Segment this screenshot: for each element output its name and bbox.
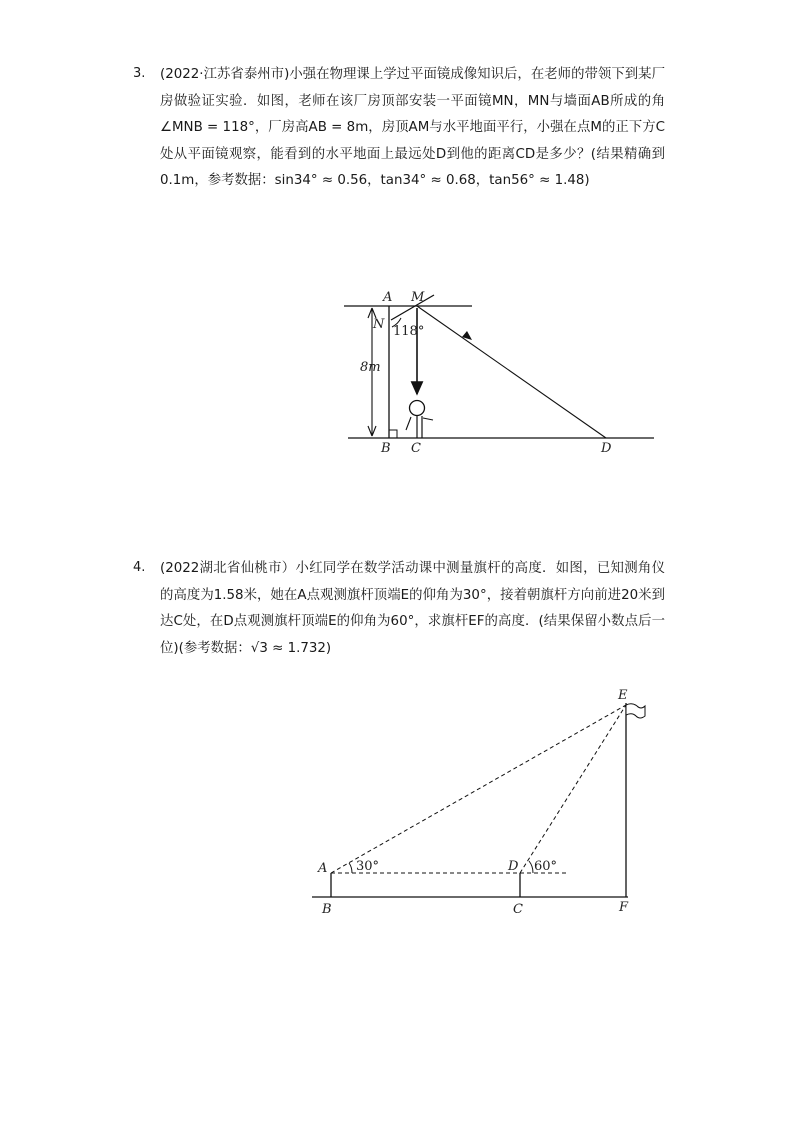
sight-de (520, 705, 626, 873)
problem-3-source: (2022·江苏省泰州市) (160, 67, 290, 82)
label-n: N (373, 317, 385, 332)
label-b: B (381, 441, 391, 456)
problem-4-text (160, 556, 665, 662)
problem-3-number: 3. (133, 66, 146, 81)
problem-3-body: 小强在物理课上学过平面镜成像知识后，在老师的带领下到某厂房做验证实验．如图，老师在该厂房顶部安装一平面镜MN，MN与墙面AB所成的角∠MNB = 118°，厂房高AB = 8m，房顶AM与水平地面平行，小强在点M的正下方C处从平面镜观察，能看到的水平地面上最远处D到他的距离CD是多少？(结果精确到0.1m，参考数据：sin34° ≈ 0.56，tan34° ≈ 0.68，tan56° ≈ 1.48) (160, 67, 665, 188)
label-height: 8m (360, 360, 381, 375)
problem-4-source: (2022湖北省仙桃市） (160, 561, 296, 576)
label-e: E (618, 688, 628, 703)
label-c: C (411, 441, 421, 456)
label-c2: C (513, 902, 523, 917)
label-m: M (411, 290, 425, 305)
label-d: D (601, 441, 612, 456)
label-a: A (383, 290, 393, 305)
flag-icon (626, 704, 645, 718)
problem-4-body: 小红同学在数学活动课中测量旗杆的高度．如图，已知测角仪的高度为1.58米，她在A点观测旗杆顶端E的仰角为30°，接着朝旗杆方向前进20米到达C处，在D点观测旗杆顶端E的仰角为60°，求旗杆EF的高度．(结果保留小数点后一位)(参考数据：√3 ≈ 1.732) (160, 561, 666, 656)
right-angle-b (389, 430, 397, 438)
label-f: F (619, 900, 629, 915)
label-angle-118: 118° (393, 324, 425, 339)
label-angle-30: 30° (356, 859, 380, 874)
problem-4-number: 4. (133, 560, 146, 575)
ray-dm (417, 306, 606, 438)
label-a2: A (318, 861, 328, 876)
sight-ae (331, 705, 626, 873)
label-angle-60: 60° (534, 859, 558, 874)
label-d2: D (508, 859, 519, 874)
label-b2: B (322, 902, 332, 917)
person-icon (406, 401, 433, 439)
